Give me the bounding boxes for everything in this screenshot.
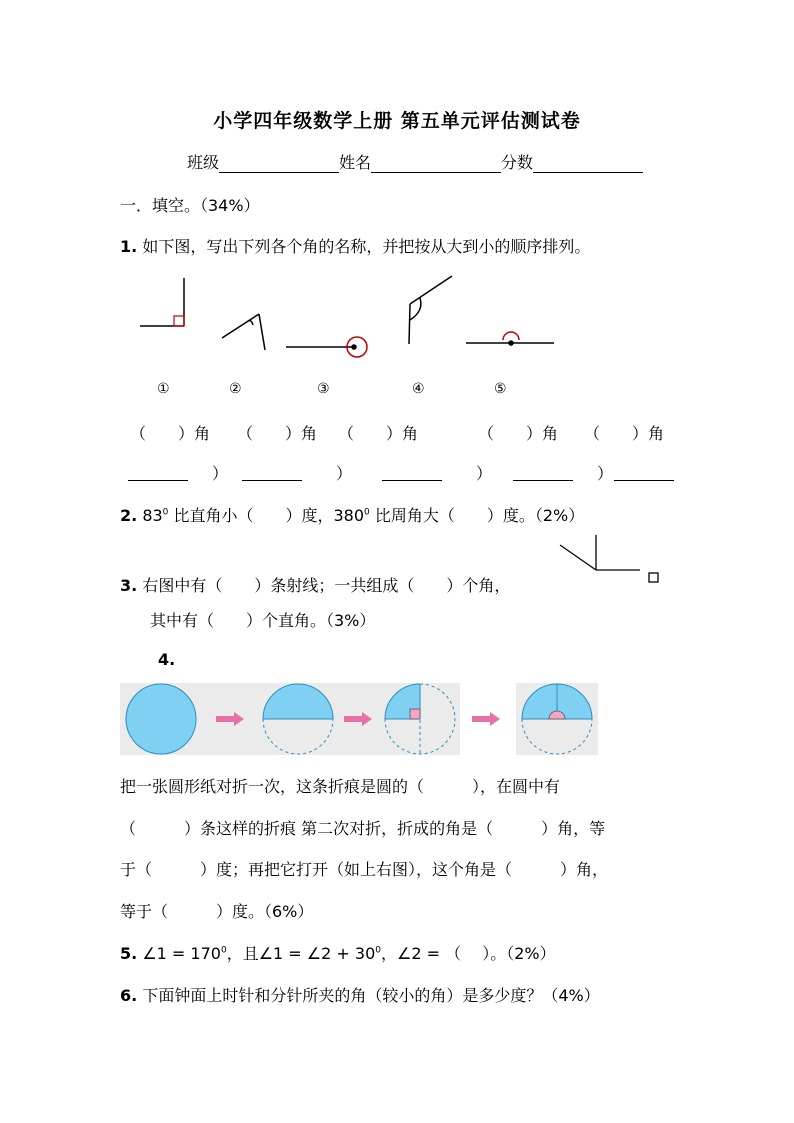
order-separator: ） <box>212 464 229 483</box>
angle-name-blank-3[interactable]: （ ）角 <box>338 424 419 443</box>
question-4-line2: （ ）条这样的折痕 第二次对折，折成的角是（ ）角，等 <box>120 819 606 838</box>
order-blank-3[interactable] <box>382 462 442 481</box>
score-field[interactable] <box>533 154 643 173</box>
angle-3-reflex <box>286 337 367 357</box>
order-blank-1[interactable] <box>128 462 188 481</box>
question-3 <box>120 573 510 596</box>
question-text: 右图中有（ ）条射线；一共组成（ ）个角， <box>142 576 511 595</box>
question-5 <box>120 941 556 964</box>
degree-sup: 0 <box>162 507 169 518</box>
order-blank-4[interactable] <box>513 462 573 481</box>
figure-label-3: ③ <box>317 381 330 397</box>
degree-sup: 0 <box>220 945 227 956</box>
figure-label-1: ① <box>157 381 170 397</box>
unfolded-circle <box>522 684 592 754</box>
question-1 <box>120 234 590 257</box>
question-text: ，且∠1 = ∠2 + 30 <box>226 944 376 963</box>
order-separator: ） <box>597 464 614 483</box>
quarter-circle <box>385 684 455 754</box>
page-title: 小学四年级数学上册 第五单元评估测试卷 <box>213 110 581 132</box>
angle-name-blank-5[interactable]: （ ）角 <box>584 424 665 443</box>
half-circle <box>263 684 333 754</box>
question-4-line3: 于（ ）度；再把它打开（如上右图），这个角是（ ）角， <box>120 860 609 879</box>
value-83: 83 <box>142 506 163 525</box>
name-field[interactable] <box>371 154 501 173</box>
order-blank-5[interactable] <box>614 462 674 481</box>
class-field[interactable] <box>219 154 339 173</box>
header-row <box>187 150 643 173</box>
value-380: 380 <box>333 506 365 525</box>
question-number: 5. <box>120 944 138 963</box>
angle-2-acute <box>222 314 265 350</box>
question-number: 2. <box>120 506 138 525</box>
angle-1-right <box>140 278 184 326</box>
figure-label-4: ④ <box>412 381 425 397</box>
order-separator: ） <box>336 464 353 483</box>
question-text: 如下图，写出下列各个角的名称，并把按从大到小的顺序排列。 <box>142 237 591 256</box>
angle-name-blank-4[interactable]: （ ）角 <box>478 424 559 443</box>
question-text: 比直角小（ ）度， <box>168 506 334 525</box>
question-3-line2: 其中有（ ）个直角。（3%） <box>150 611 376 630</box>
angle-4-obtuse <box>409 276 452 344</box>
angle-name-blank-1[interactable]: （ ）角 <box>130 424 211 443</box>
question-text: ，∠2 = （ ）。（2%） <box>381 944 556 963</box>
figure-label-2: ② <box>229 381 242 397</box>
question-text: 下面钟面上时针和分针所夹的角（较小的角）是多少度？（4%） <box>142 986 600 1005</box>
question-text: 比周角大（ ）度。（2%） <box>369 506 585 525</box>
order-separator: ） <box>476 464 493 483</box>
degree-sup: 0 <box>375 945 381 956</box>
degree-sup: 0 <box>364 507 370 518</box>
order-blank-2[interactable] <box>242 462 302 481</box>
arrow-1 <box>216 712 244 726</box>
name-label: 姓名 <box>339 153 372 172</box>
section-heading: 一．填空。（34%） <box>120 196 260 215</box>
question-4-line1: 把一张圆形纸对折一次，这条折痕是圆的（ ），在圆中有 <box>120 777 561 796</box>
question-number: 3. <box>120 576 138 595</box>
question-number: 4. <box>158 650 176 669</box>
question-text: ∠1 = 170 <box>142 944 221 963</box>
angle-5-straight <box>466 332 554 345</box>
score-label: 分数 <box>501 153 534 172</box>
class-label: 班级 <box>187 153 220 172</box>
question-4-line4: 等于（ ）度。（6%） <box>120 902 314 921</box>
question-6 <box>120 983 600 1006</box>
figure-label-5: ⑤ <box>494 381 507 397</box>
question-number: 6. <box>120 986 138 1005</box>
angle-name-blank-2[interactable]: （ ）角 <box>237 424 318 443</box>
arrow-3 <box>472 712 500 726</box>
arrow-2 <box>344 712 372 726</box>
question-2 <box>120 503 584 526</box>
full-circle <box>126 684 196 754</box>
question-number: 1. <box>120 237 138 256</box>
